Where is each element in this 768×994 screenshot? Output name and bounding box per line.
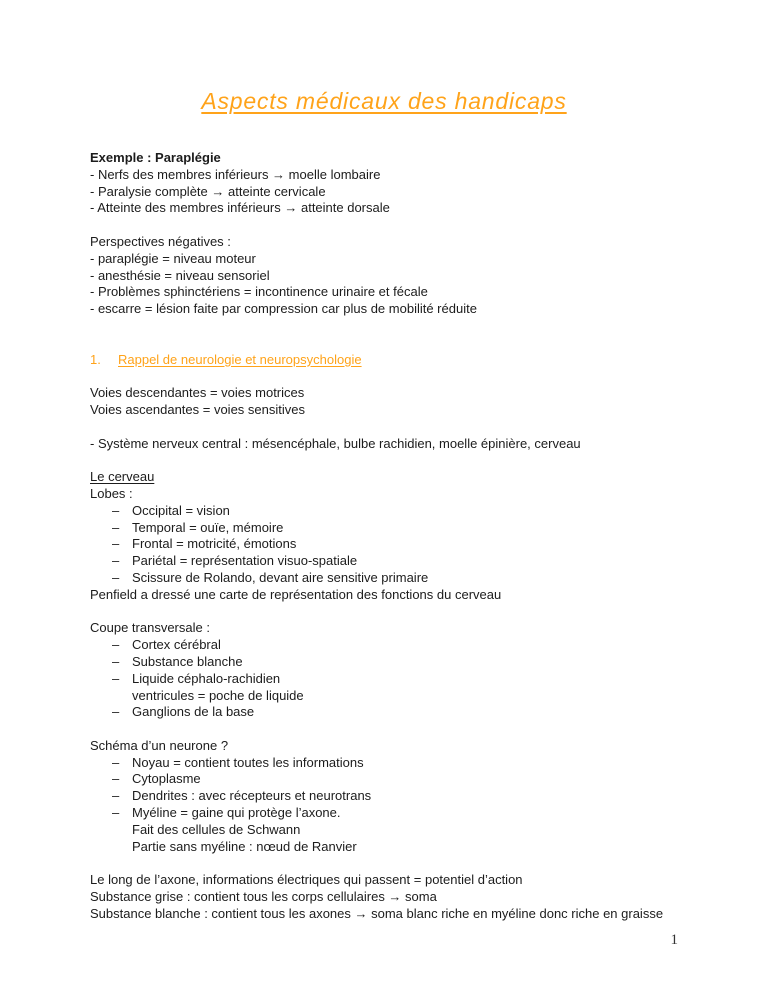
dash-bullet: – bbox=[112, 637, 120, 653]
text-line bbox=[90, 486, 678, 503]
document-title: Aspects médicaux des handicaps bbox=[201, 88, 567, 114]
text-line bbox=[90, 251, 678, 268]
line-text: Liquide céphalo-rachidien bbox=[132, 670, 281, 686]
line-text: - Nerfs des membres inférieurs → moelle lombaire bbox=[90, 166, 381, 182]
section-exemple-paraplegie bbox=[90, 150, 678, 217]
line-text: Partie sans myéline : nœud de Ranvier bbox=[132, 838, 357, 854]
dash-bullet: – bbox=[112, 771, 120, 787]
section-axone-substances bbox=[90, 872, 678, 922]
line-text: - escarre = lésion faite par compression car plus de mobilité réduite bbox=[90, 301, 477, 317]
line-text: Voies descendantes = voies motrices bbox=[90, 385, 305, 401]
text-line bbox=[90, 436, 678, 453]
section-schema-neurone bbox=[90, 738, 678, 856]
line-text: Myéline = gaine qui protège l’axone. bbox=[132, 805, 341, 821]
line-text: Substance blanche bbox=[132, 653, 243, 669]
line-text: Temporal = ouïe, mémoire bbox=[132, 519, 284, 535]
dash-bullet: – bbox=[112, 502, 120, 518]
line-text: - Paralysie complète → atteinte cervicale bbox=[90, 183, 326, 199]
text-line bbox=[90, 738, 678, 755]
section-perspectives-negatives bbox=[90, 234, 678, 318]
text-line bbox=[90, 671, 678, 688]
line-text: Noyau = contient toutes les informations bbox=[132, 754, 364, 770]
underlined-text: Rappel de neurologie et neuropsychologie bbox=[118, 351, 362, 367]
page-number: 1 bbox=[670, 932, 678, 948]
dash-bullet: – bbox=[112, 536, 120, 552]
text-line bbox=[90, 385, 678, 402]
dash-bullet: – bbox=[112, 704, 120, 720]
line-text: Coupe transversale : bbox=[90, 620, 210, 636]
line-text: Penfield a dressé une carte de représentation des fonctions du cerveau bbox=[90, 586, 502, 602]
text-line bbox=[90, 301, 678, 318]
line-text: Schéma d’un neurone ? bbox=[90, 737, 229, 753]
section-le-cerveau bbox=[90, 469, 678, 603]
text-line bbox=[90, 503, 678, 520]
text-line bbox=[90, 167, 678, 184]
line-text: - paraplégie = niveau moteur bbox=[90, 250, 256, 266]
section-rappel-neurologie bbox=[90, 352, 678, 369]
text-line bbox=[90, 839, 678, 856]
line-text: - Système nerveux central : mésencéphale, bulbe rachidien, moelle épinière, cerveau bbox=[90, 435, 581, 451]
dash-bullet: – bbox=[112, 553, 120, 569]
text-line bbox=[90, 520, 678, 537]
text-line bbox=[90, 234, 678, 251]
line-text: Frontal = motricité, émotions bbox=[132, 536, 297, 552]
text-line bbox=[90, 570, 678, 587]
line-text: Exemple : Paraplégie bbox=[90, 150, 221, 165]
text-line bbox=[90, 755, 678, 772]
text-line bbox=[90, 553, 678, 570]
text-line bbox=[90, 788, 678, 805]
text-line bbox=[90, 587, 678, 604]
line-text: Fait des cellules de Schwann bbox=[132, 821, 301, 837]
section-voies bbox=[90, 385, 678, 419]
line-text: ventricules = poche de liquide bbox=[132, 687, 304, 703]
line-text: Cortex cérébral bbox=[132, 637, 221, 653]
text-line bbox=[90, 402, 678, 419]
text-line bbox=[90, 184, 678, 201]
text-line bbox=[90, 822, 678, 839]
text-line bbox=[90, 536, 678, 553]
text-line bbox=[90, 805, 678, 822]
text-line bbox=[90, 654, 678, 671]
line-text: Dendrites : avec récepteurs et neurotrans bbox=[132, 788, 372, 804]
dash-bullet: – bbox=[112, 754, 120, 770]
underlined-text: Le cerveau bbox=[90, 469, 155, 485]
line-text: Lobes : bbox=[90, 485, 133, 501]
text-line bbox=[90, 688, 678, 705]
text-line bbox=[90, 352, 678, 369]
text-line bbox=[90, 906, 678, 923]
text-line bbox=[90, 268, 678, 285]
line-text: Occipital = vision bbox=[132, 502, 230, 518]
line-text: - Problèmes sphinctériens = incontinence urinaire et fécale bbox=[90, 284, 428, 300]
line-text: Le long de l’axone, informations électriques qui passent = potentiel d’action bbox=[90, 872, 523, 888]
document-content bbox=[90, 150, 678, 923]
section-systeme-nerveux-central bbox=[90, 436, 678, 453]
text-line bbox=[90, 771, 678, 788]
line-text: - anesthésie = niveau sensoriel bbox=[90, 267, 270, 283]
line-text: Perspectives négatives : bbox=[90, 233, 231, 249]
line-text: Scissure de Rolando, devant aire sensitive primaire bbox=[132, 569, 429, 585]
text-line bbox=[90, 200, 678, 217]
text-line bbox=[90, 704, 678, 721]
text-line bbox=[90, 469, 678, 486]
line-text: Cytoplasme bbox=[132, 771, 201, 787]
line-text: - Atteinte des membres inférieurs → atteinte dorsale bbox=[90, 200, 390, 216]
text-line bbox=[90, 637, 678, 654]
section-coupe-transversale bbox=[90, 620, 678, 721]
line-text: Ganglions de la base bbox=[132, 704, 255, 720]
text-line bbox=[90, 284, 678, 301]
line-text: Substance grise : contient tous les corps cellulaires → soma bbox=[90, 889, 437, 905]
dash-bullet: – bbox=[112, 670, 120, 686]
text-line bbox=[90, 620, 678, 637]
text-line bbox=[90, 872, 678, 889]
dash-bullet: – bbox=[112, 519, 120, 535]
dash-bullet: – bbox=[112, 569, 120, 585]
dash-bullet: – bbox=[112, 653, 120, 669]
dash-bullet: – bbox=[112, 805, 120, 821]
heading-number: 1. bbox=[90, 351, 101, 367]
line-text: Voies ascendantes = voies sensitives bbox=[90, 401, 305, 417]
text-line bbox=[90, 150, 678, 167]
line-text: Pariétal = représentation visuo-spatiale bbox=[132, 553, 358, 569]
text-line bbox=[90, 889, 678, 906]
line-text: Substance blanche : contient tous les axones → soma blanc riche en myéline donc riche en graisse bbox=[90, 905, 664, 921]
dash-bullet: – bbox=[112, 788, 120, 804]
